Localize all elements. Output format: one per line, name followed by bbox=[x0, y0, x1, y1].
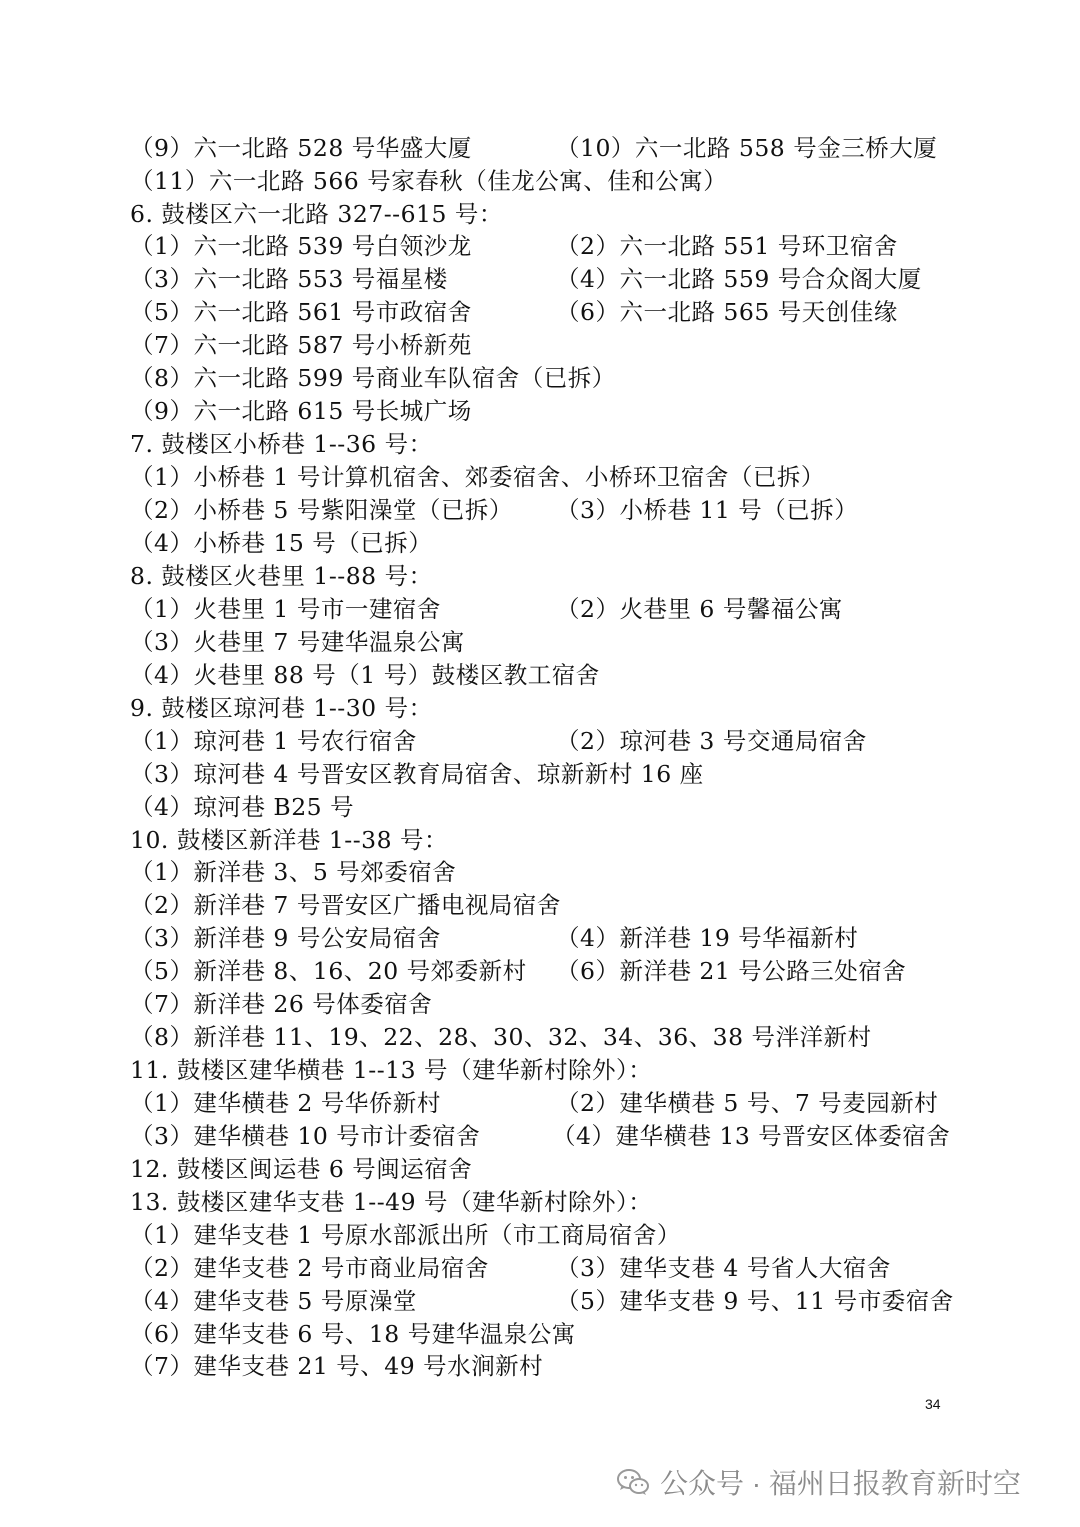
entry-line: （6）六一北路 565 号天创佳缘 bbox=[556, 298, 898, 326]
entry-line: （5）新洋巷 8、16、20 号郊委新村 bbox=[130, 957, 527, 985]
entry-line: （2）建华支巷 2 号市商业局宿舍 bbox=[130, 1254, 489, 1282]
entry-line: （1）火巷里 1 号市一建宿舍 bbox=[130, 595, 441, 623]
entry-line: （1）新洋巷 3、5 号郊委宿舍 bbox=[130, 858, 457, 886]
entry-line: （9）六一北路 615 号长城广场 bbox=[130, 397, 472, 425]
entry-line: （8）六一北路 599 号商业车队宿舍（已拆） bbox=[130, 364, 616, 392]
watermark-text: 公众号 · 福州日报教育新时空 bbox=[660, 1468, 1021, 1499]
section-heading: 7. 鼓楼区小桥巷 1--36 号： bbox=[130, 430, 433, 458]
entry-line: （2）六一北路 551 号环卫宿舍 bbox=[556, 232, 898, 260]
entry-line: （4）六一北路 559 号合众阁大厦 bbox=[556, 265, 922, 293]
entry-line: （3）小桥巷 11 号（已拆） bbox=[556, 496, 859, 524]
entry-line: （4）新洋巷 19 号华福新村 bbox=[556, 924, 859, 952]
entry-line: （2）火巷里 6 号馨福公寓 bbox=[556, 595, 843, 623]
section-heading: 9. 鼓楼区琼河巷 1--30 号： bbox=[130, 694, 433, 722]
entry-line: （4）小桥巷 15 号（已拆） bbox=[130, 529, 433, 557]
entry-line: （2）琼河巷 3 号交通局宿舍 bbox=[556, 727, 867, 755]
entry-line: （5）建华支巷 9 号、11 号市委宿舍 bbox=[556, 1287, 954, 1315]
entry-line: （11）六一北路 566 号家春秋（佳龙公寓、佳和公寓） bbox=[130, 167, 728, 195]
entry-line: （2）小桥巷 5 号紫阳澡堂（已拆） bbox=[130, 496, 513, 524]
section-heading: 12. 鼓楼区闽运巷 6 号闽运宿舍 bbox=[130, 1155, 473, 1183]
entry-line: （3）新洋巷 9 号公安局宿舍 bbox=[130, 924, 441, 952]
page-number: 34 bbox=[925, 1396, 941, 1412]
entry-line: （2）建华横巷 5 号、7 号麦园新村 bbox=[556, 1089, 939, 1117]
entry-line: （2）新洋巷 7 号晋安区广播电视局宿舍 bbox=[130, 891, 561, 919]
entry-line: （1）建华支巷 1 号原水部派出所（市工商局宿舍） bbox=[130, 1221, 681, 1249]
entry-line: （5）六一北路 561 号市政宿舍 bbox=[130, 298, 472, 326]
wechat-watermark bbox=[616, 1462, 1021, 1502]
entry-line: （7）建华支巷 21 号、49 号水涧新村 bbox=[130, 1352, 544, 1380]
entry-line: （3）建华支巷 4 号省人大宿舍 bbox=[556, 1254, 891, 1282]
entry-line: （4）火巷里 88 号（1 号）鼓楼区教工宿舍 bbox=[130, 661, 600, 689]
entry-line: （3）建华横巷 10 号市计委宿舍 bbox=[130, 1122, 481, 1150]
section-heading: 10. 鼓楼区新洋巷 1--38 号： bbox=[130, 826, 449, 854]
section-heading: 6. 鼓楼区六一北路 327--615 号： bbox=[130, 200, 503, 228]
entry-line: （7）新洋巷 26 号体委宿舍 bbox=[130, 990, 433, 1018]
entry-line: （3）琼河巷 4 号晋安区教育局宿舍、琼新新村 16 座 bbox=[130, 760, 704, 788]
entry-line: （6）新洋巷 21 号公路三处宿舍 bbox=[556, 957, 907, 985]
entry-line: （3）火巷里 7 号建华温泉公寓 bbox=[130, 628, 465, 656]
entry-line: （4）建华横巷 13 号晋安区体委宿舍 bbox=[552, 1122, 951, 1150]
entry-line: （3）六一北路 553 号福星楼 bbox=[130, 265, 448, 293]
section-heading: 11. 鼓楼区建华横巷 1--13 号（建华新村除外）： bbox=[130, 1056, 653, 1084]
entry-line: （9）六一北路 528 号华盛大厦 bbox=[130, 134, 472, 162]
entry-line: （10）六一北路 558 号金三桥大厦 bbox=[556, 134, 938, 162]
wechat-icon bbox=[616, 1467, 650, 1497]
entry-line: （7）六一北路 587 号小桥新苑 bbox=[130, 331, 472, 359]
entry-line: （8）新洋巷 11、19、22、28、30、32、34、36、38 号泮洋新村 bbox=[130, 1023, 872, 1051]
entry-line: （1）建华横巷 2 号华侨新村 bbox=[130, 1089, 441, 1117]
entry-line: （1）六一北路 539 号白领沙龙 bbox=[130, 232, 472, 260]
section-heading: 8. 鼓楼区火巷里 1--88 号： bbox=[130, 562, 433, 590]
section-heading: 13. 鼓楼区建华支巷 1--49 号（建华新村除外）： bbox=[130, 1188, 653, 1216]
entry-line: （6）建华支巷 6 号、18 号建华温泉公寓 bbox=[130, 1320, 576, 1348]
entry-line: （4）琼河巷 B25 号 bbox=[130, 793, 355, 821]
entry-line: （1）琼河巷 1 号农行宿舍 bbox=[130, 727, 417, 755]
entry-line: （4）建华支巷 5 号原澡堂 bbox=[130, 1287, 417, 1315]
entry-line: （1）小桥巷 1 号计算机宿舍、郊委宿舍、小桥环卫宿舍（已拆） bbox=[130, 463, 825, 491]
